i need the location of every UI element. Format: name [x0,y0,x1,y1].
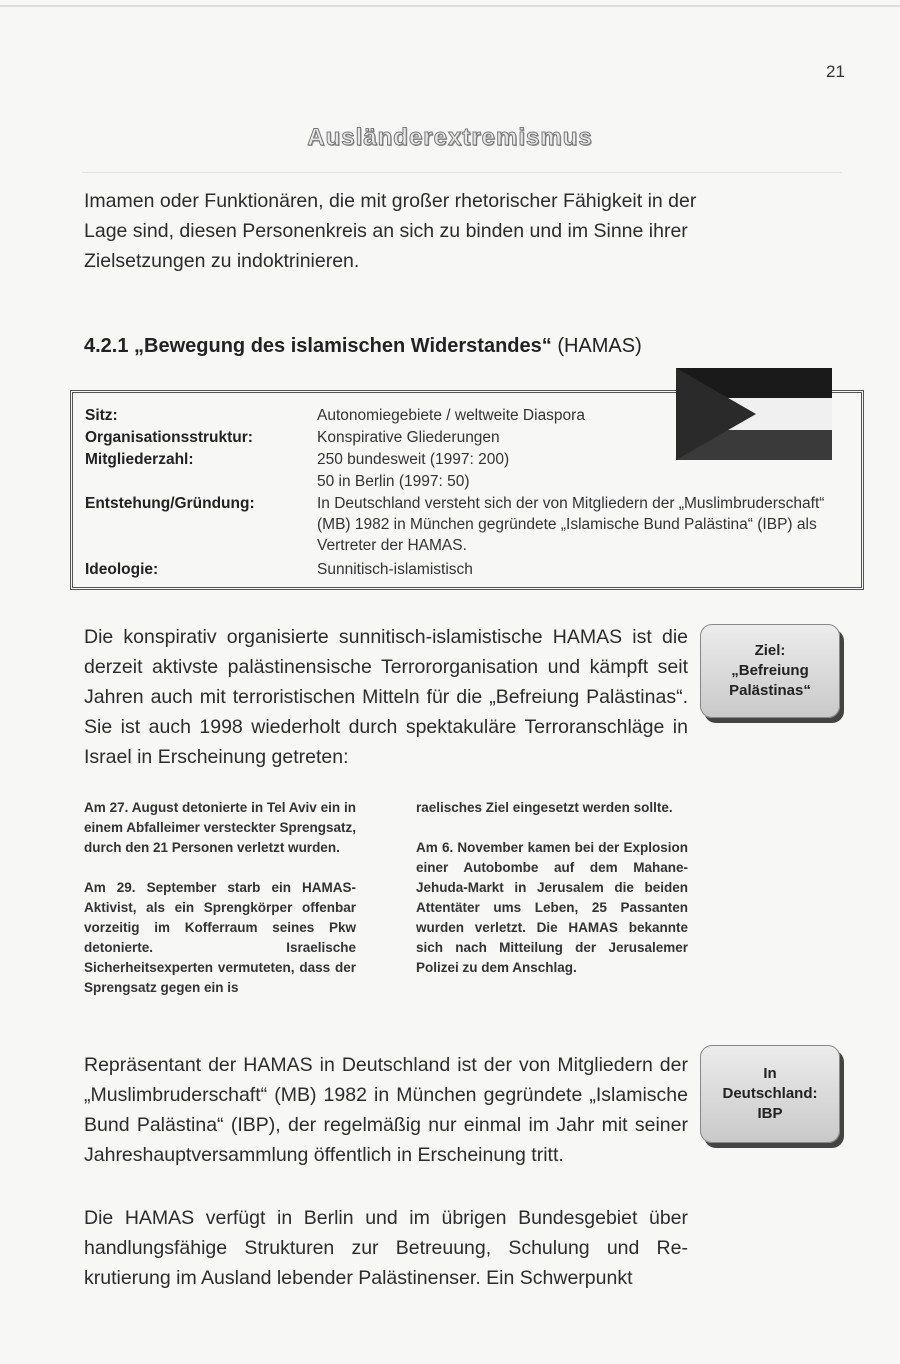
section-heading-abbrev: (HAMAS) [551,335,642,357]
margin-note-line: Deutschland: [722,1085,818,1102]
margin-note-line: Ziel: [754,642,786,659]
margin-note-line: In [763,1065,777,1082]
info-value: Sunnitisch-islamistisch [317,561,473,578]
info-value: 250 bundesweit (1997: 200) [317,451,510,468]
info-label: Sitz: [85,407,118,424]
info-value: 50 in Berlin (1997: 50) [317,473,470,490]
info-value: Autonomiegebiete / weltweite Diaspora [317,407,585,424]
news-column-left [84,798,356,1018]
news-column-right [416,798,688,998]
palestinian-flag-icon [676,368,832,460]
info-label: Entstehung/Gründung: [85,495,255,512]
info-value: In Deutschland versteht sich der von Mitgliedern der „Muslimbruderschaft“ (MB) 1982 in München gegründete „Islamische Bund Palästina“ (IBP) als Vertreter der HAMAS. [317,495,825,554]
title-divider [82,172,842,173]
info-value: Konspirative Gliederungen [317,429,500,446]
margin-note-line: „Befreiung [731,662,809,679]
margin-note-goal [700,624,840,718]
intro-paragraph: Imamen oder Funktionären, die mit großer rhetorischer Fähigkeit in der Lage sind, diesen Personenkreis an sich zu binden und im Sinne ihrer Zielsetzungen zu indoktrinieren. [84,190,697,272]
paragraph-hamas-description: Die konspirativ organisierte sunnitisch-islamistische HAMAS ist die derzeit aktivste palästinensische Terrororganisation und kämpft seit Jahren auch mit terroristischen Mitteln für die „Befreiung Palästinas“. Sie ist auch 1998 wiederholt durch spektakuläre Terroranschläge in Israel in Erscheinung getreten: [84,626,688,768]
margin-note-line: Palästinas“ [729,682,811,699]
paragraph-representation: Repräsentant der HAMAS in Deutschland ist der von Mitgliedern der „Muslimbruderschaft“ (MB) 1982 in München gegründete „Islamische Bund Palästina“ (IBP), der regelmäßig nur einmal im Jahr mit seiner Jahreshauptversammlung öffentlich in Erscheinung tritt. [84,1054,688,1166]
paragraph-structures: Die HAMAS verfügt in Berlin und im übrigen Bundesgebiet über handlungsfähige Strukturen zur Betreuung, Schulung und Rekrutierung im Ausland lebender Palästinenser. Ein Schwerpunkt [84,1207,688,1289]
news-item: Am 6. November kamen bei der Explosion einer Autobombe auf dem Mahane-Jehuda-Markt in Jerusalem die beiden Attentäter ums Leben, 25 Passanten wurden verletzt. Die HAMAS bekannte sich nach Mitteilung der Jerusalemer Polizei zu dem Anschlag. [416,840,688,975]
margin-note-line: IBP [757,1105,783,1122]
news-item: raelisches Ziel eingesetzt werden sollte. [416,800,673,815]
page-number: 21 [826,62,845,81]
top-border-line [0,5,900,7]
info-label: Organisationsstruktur: [85,429,253,446]
info-label: Mitgliederzahl: [85,451,194,468]
running-title: Ausländerextremismus [307,124,593,151]
section-heading [84,335,642,358]
info-label: Ideologie: [85,561,159,578]
section-heading-bold: 4.2.1 „Bewegung des islamischen Widerstandes“ [84,335,552,357]
margin-note-germany [700,1045,840,1143]
news-item: Am 29. September starb ein HAMAS-Aktivist, als ein Sprengkörper offenbar vorzeitig im Kofferraum seines Pkw detonierte. Israelische Sicherheitsexperten vermuteten, dass der Sprengsatz gegen ein is [84,880,356,995]
news-item: Am 27. August detonierte in Tel Aviv ein in einem Abfalleimer versteckter Sprengsatz, durch den 21 Personen verletzt wurden. [84,800,356,855]
